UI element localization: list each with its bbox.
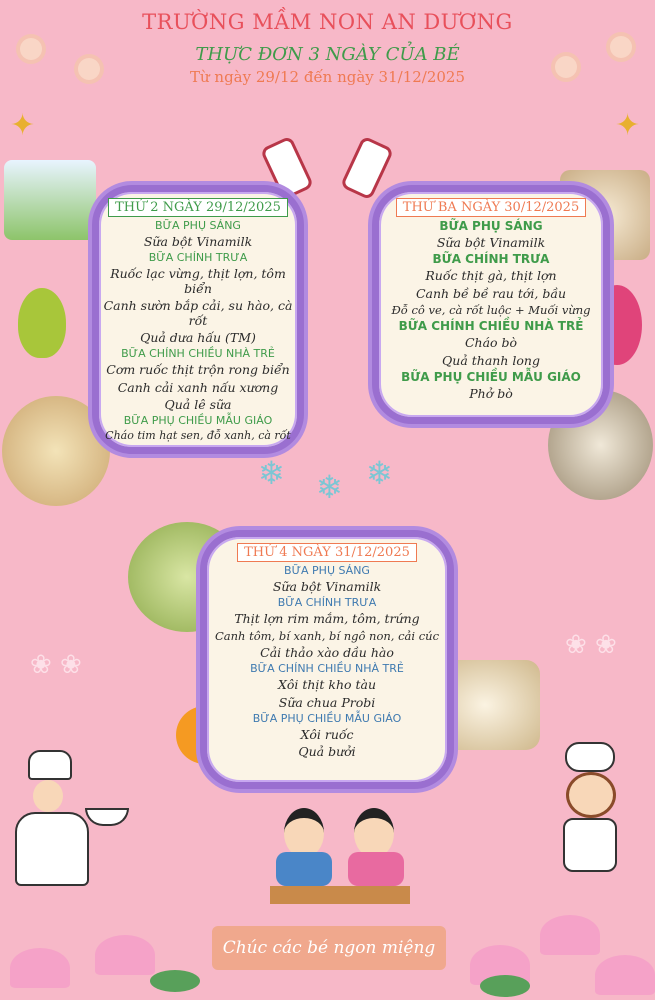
flower-icon bbox=[20, 38, 42, 60]
lotus-icon bbox=[95, 935, 155, 975]
petals-icon: ❀ ❀ bbox=[30, 650, 82, 680]
pear-image bbox=[18, 288, 66, 358]
day-label: THỨ 2 NGÀY 29/12/2025 bbox=[108, 198, 288, 217]
lotus-icon bbox=[10, 948, 70, 988]
chef-woman-illustration bbox=[10, 750, 90, 885]
day-menu-card-monday bbox=[92, 185, 304, 454]
dish: Cháo tim hạt sen, đỗ xanh, cà rốt bbox=[105, 429, 291, 443]
baby-bottle-icon bbox=[340, 135, 394, 200]
dish: Canh cải xanh nấu xương bbox=[117, 379, 279, 395]
meal-heading: BỮA CHÍNH TRƯA bbox=[277, 596, 377, 610]
meal-heading: BỮA PHỤ CHIỀU MẪU GIÁO bbox=[252, 712, 402, 726]
lotus-icon bbox=[540, 915, 600, 955]
meal-heading: BỮA CHÍNH CHIỀU NHÀ TRẺ bbox=[121, 347, 275, 361]
milk-glass-image bbox=[4, 160, 96, 240]
dish: Canh sườn bắp cải, su hào, cà rốt bbox=[103, 298, 293, 328]
flower-icon bbox=[78, 58, 100, 80]
day-label: THỨ 4 NGÀY 31/12/2025 bbox=[237, 543, 417, 562]
lotus-icon bbox=[595, 955, 655, 995]
sparkle-icon: ✦ bbox=[10, 108, 36, 143]
dish: Canh bề bề rau tới, bầu bbox=[415, 285, 567, 301]
day-label: THỨ BA NGÀY 30/12/2025 bbox=[396, 198, 586, 217]
school-name: TRƯỜNG MẦM NON AN DƯƠNG bbox=[142, 10, 513, 34]
meal-heading: BỮA CHÍNH TRƯA bbox=[432, 252, 550, 267]
snowflake-icon: ❄ bbox=[366, 454, 393, 492]
meal-heading: BỮA CHÍNH TRƯA bbox=[148, 251, 248, 265]
snowflake-icon: ❄ bbox=[316, 468, 343, 506]
children-eating-illustration bbox=[270, 808, 410, 908]
dish: Cháo bò bbox=[464, 335, 518, 351]
lotus-leaf-icon bbox=[480, 975, 530, 997]
dish: Xôi ruốc bbox=[300, 727, 354, 743]
dish: Thịt lợn rim mắm, tôm, trứng bbox=[234, 611, 420, 627]
day-menu-card-tuesday bbox=[372, 185, 610, 424]
meal-heading: BỮA PHỤ CHIỀU MẪU GIÁO bbox=[401, 370, 581, 385]
dish: Sữa bột Vinamilk bbox=[143, 234, 253, 249]
snowflake-icon: ❄ bbox=[258, 454, 285, 492]
footer-banner: Chúc các bé ngon miệng bbox=[212, 926, 446, 970]
meal-heading: BỮA CHÍNH CHIỀU NHÀ TRẺ bbox=[398, 319, 584, 334]
dish: Đỗ cô ve, cà rốt luộc + Muối vừng bbox=[391, 303, 591, 318]
dish: Ruốc lạc vừng, thịt lợn, tôm biển bbox=[110, 266, 286, 296]
menu-title: THỰC ĐƠN 3 NGÀY CỦA BÉ bbox=[195, 44, 460, 65]
meal-heading: BỮA CHÍNH CHIỀU NHÀ TRẺ bbox=[250, 662, 404, 676]
dish: Ruốc thịt gà, thịt lợn bbox=[425, 268, 557, 284]
dish: Quả dưa hấu (TM) bbox=[140, 329, 256, 345]
meal-heading: BỮA PHỤ SÁNG bbox=[439, 219, 543, 233]
dish: Quả thanh long bbox=[442, 352, 540, 368]
date-range: Từ ngày 29/12 đến ngày 31/12/2025 bbox=[189, 68, 466, 86]
flower-icon bbox=[610, 36, 632, 58]
dish: Sữa chua Probi bbox=[278, 694, 376, 710]
dish: Quả lê sữa bbox=[164, 397, 232, 412]
dish: Cải thảo xào dầu hào bbox=[260, 644, 394, 660]
sparkle-icon: ✦ bbox=[615, 108, 641, 143]
dish: Canh tôm, bí xanh, bí ngô non, cải cúc bbox=[214, 628, 440, 643]
meal-heading: BỮA PHỤ CHIỀU MẪU GIÁO bbox=[123, 414, 273, 428]
meal-heading: BỮA PHỤ SÁNG bbox=[155, 219, 241, 232]
lotus-leaf-icon bbox=[150, 970, 200, 992]
flower-icon bbox=[555, 56, 577, 78]
dish: Cơm ruốc thịt trộn rong biển bbox=[106, 362, 290, 378]
dish: Phở bò bbox=[469, 386, 513, 402]
plate-icon bbox=[85, 808, 129, 826]
meal-heading: BỮA PHỤ SÁNG bbox=[284, 564, 370, 577]
dish: Quả bưởi bbox=[298, 744, 356, 760]
dish: Sữa bột Vinamilk bbox=[436, 235, 546, 250]
dish: Sữa bột Vinamilk bbox=[272, 579, 382, 594]
chef-girl-illustration bbox=[548, 742, 628, 872]
day-menu-card-wednesday bbox=[200, 530, 454, 789]
petals-icon: ❀ ❀ bbox=[565, 630, 617, 660]
dish: Xôi thịt kho tàu bbox=[277, 677, 377, 693]
